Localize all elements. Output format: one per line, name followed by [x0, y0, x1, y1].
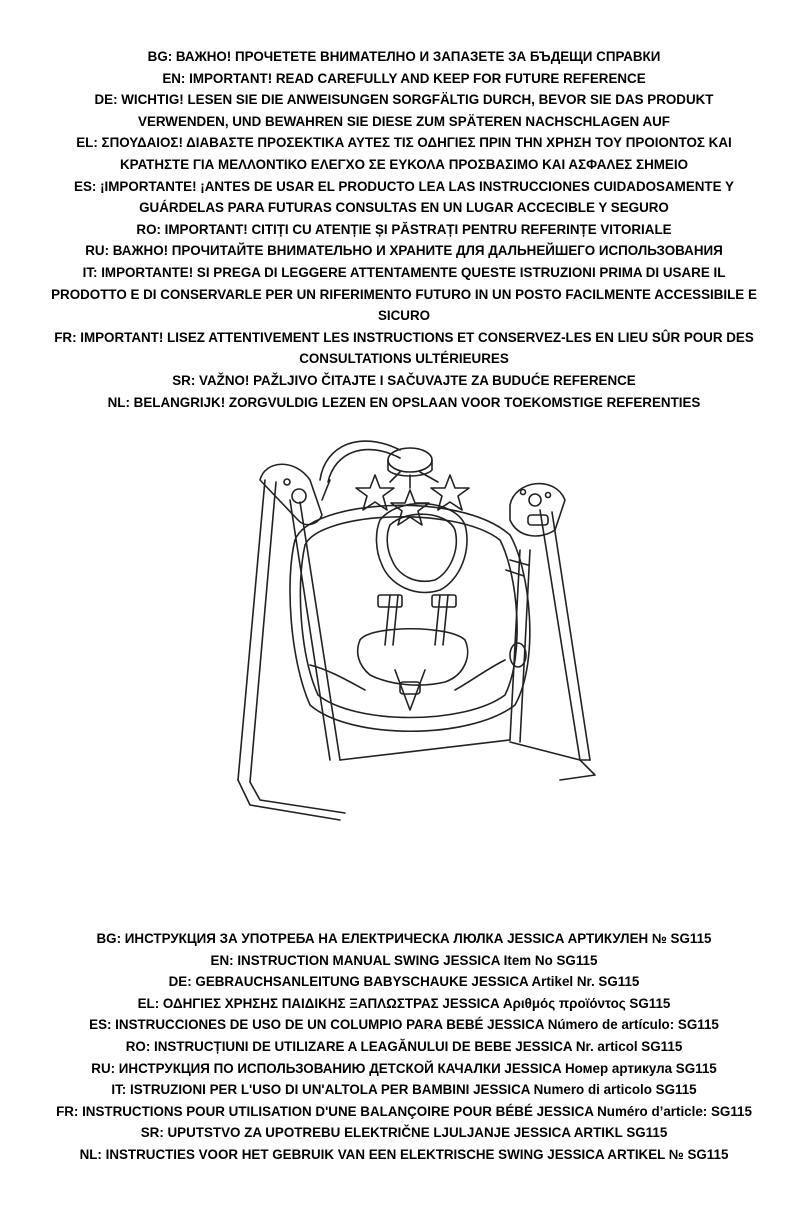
title-line-el: EL: ΟΔΗΓΙΕΣ ΧΡΗΣΗΣ ΠΑΙΔΙΚΗΣ ΞΑΠΛΩΣΤΡΑΣ JESSICA Αριθμός προϊόντος SG115: [137, 995, 671, 1011]
title-line-nl: NL: INSTRUCTIES VOOR HET GEBRUIK VAN EEN ELEKTRISCHE SWING JESSICA ARTIKEL № SG115: [79, 1146, 729, 1162]
title-line-de: DE: GEBRAUCHSANLEITUNG BABYSCHAUKE JESSICA Artikel Nr. SG115: [168, 974, 640, 990]
title-line-en: EN: INSTRUCTION MANUAL SWING JESSICA Item No SG115: [210, 952, 598, 968]
warning-line-es-1: ES: ¡IMPORTANTE! ¡ANTES DE USAR EL PRODUCTO LEA LAS INSTRUCCIONES CUIDADOSAMENTE Y: [74, 178, 734, 194]
warning-line-fr-1: FR: IMPORTANT! LISEZ ATTENTIVEMENT LES INSTRUCTIONS ET CONSERVEZ-LES EN LIEU SÛR POUR DES: [54, 329, 754, 345]
warning-line-nl: NL: BELANGRIJK! ZORGVULDIG LEZEN EN OPSLAAN VOOR TOEKOMSTIGE REFERENTIES: [107, 394, 701, 410]
warning-line-fr-2: CONSULTATIONS ULTÉRIEURES: [299, 351, 509, 367]
title-line-fr: FR: INSTRUCTIONS POUR UTILISATION D'UNE BALANÇOIRE POUR BÉBÉ JESSICA Numéro d’article: SG115: [56, 1103, 752, 1119]
title-line-ru: RU: ИНСТРУКЦИЯ ПО ИСПОЛЬЗОВАНИЮ ДЕТСКОЙ КАЧАЛКИ JESSICA Номер артикула SG115: [91, 1060, 717, 1076]
warning-line-it-2: PRODOTTO E DI CONSERVARLE PER UN RIFERIMENTO FUTURO IN UN POSTO FACILMENTE ACCESSIBILE E: [51, 286, 757, 302]
safety-warnings: [0, 46, 808, 413]
title-line-ro: RO: INSTRUCȚIUNI DE UTILIZARE A LEAGĂNULUI DE BEBE JESSICA Nr. articol SG115: [125, 1038, 683, 1054]
warning-line-it-3: SICURO: [377, 308, 431, 324]
warning-line-ru: RU: ВАЖНО! ПРОЧИТАЙТЕ ВНИМАТЕЛЬНО И ХРАНИТЕ ДЛЯ ДАЛЬНЕЙШЕГО ИСПОЛЬЗОВАНИЯ: [85, 243, 723, 259]
warning-line-el-1: EL: ΣΠΟΥΔΑΙΟΣ! ΔΙΑΒΑΣΤΕ ΠΡΟΣΕΚΤΙΚΑ ΑΥΤΕΣ ΤΙΣ ΟΔΗΓΙΕΣ ΠΡΙΝ ΤΗΝ ΧΡΗΣΗ ΤΟΥ ΠΡΟΙΟΝΤΟΣ ΚΑΙ: [76, 135, 732, 151]
title-line-sr: SR: UPUTSTVO ZA UPOTREBU ELEKTRIČNE LJULJANJE JESSICA ARTIKL SG115: [140, 1125, 668, 1141]
baby-swing-icon: [210, 420, 600, 840]
warning-line-sr: SR: VAŽNO! PAŽLJIVO ČITAJTE I SAČUVAJTE ZA BUDUĆE REFERENCE: [172, 372, 636, 388]
warning-line-it-1: IT: IMPORTANTE! SI PREGA DI LEGGERE ATTENTAMENTE QUESTE ISTRUZIONI PRIMA DI USARE IL: [82, 264, 726, 280]
warning-line-es-2: GUÁRDELAS PARA FUTURAS CONSULTAS EN UN LUGAR ACCECIBLE Y SEGURO: [139, 200, 669, 216]
title-line-bg: BG: ИНСТРУКЦИЯ ЗА УПОТРЕБА НА ЕЛЕКТРИЧЕСКА ЛЮЛКА JESSICA АРТИКУЛЕН № SG115: [96, 931, 712, 946]
manual-titles: [0, 928, 808, 1166]
warning-line-el-2: ΚΡΑΤΗΣΤΕ ΓΙΑ ΜΕΛΛΟΝΤΙΚΟ ΕΛΕΓΧΟ ΣΕ ΕΥΚΟΛΑ ΠΡΟΣΒΑΣΙΜΟ ΚΑΙ ΑΣΦΑΛΕΣ ΣΗΜΕΙΟ: [120, 156, 688, 172]
warning-line-de-2: VERWENDEN, UND BEWAHREN SIE DIESE ZUM SPÄTEREN NACHSCHLAGEN AUF: [138, 113, 670, 129]
warning-line-ro: RO: IMPORTANT! CITIȚI CU ATENȚIE ȘI PĂSTRAȚI PENTRU REFERINȚE VITORIALE: [136, 221, 672, 237]
warning-line-en: EN: IMPORTANT! READ CAREFULLY AND KEEP FOR FUTURE REFERENCE: [162, 70, 646, 86]
title-line-es: ES: INSTRUCCIONES DE USO DE UN COLUMPIO PARA BEBÉ JESSICA Número de artículo: SG115: [89, 1017, 719, 1033]
title-line-it: IT: ISTRUZIONI PER L'USO DI UN'ALTOLA PER BAMBINI JESSICA Numero di articolo SG115: [111, 1082, 697, 1098]
warning-line-de-1: DE: WICHTIG! LESEN SIE DIE ANWEISUNGEN SORGFÄLTIG DURCH, BEVOR SIE DAS PRODUKT: [94, 92, 714, 108]
warning-line-bg: BG: ВАЖНО! ПРОЧЕТЕТЕ ВНИМАТЕЛНО И ЗАПАЗЕТЕ ЗА БЪДЕЩИ СПРАВКИ: [147, 49, 661, 64]
